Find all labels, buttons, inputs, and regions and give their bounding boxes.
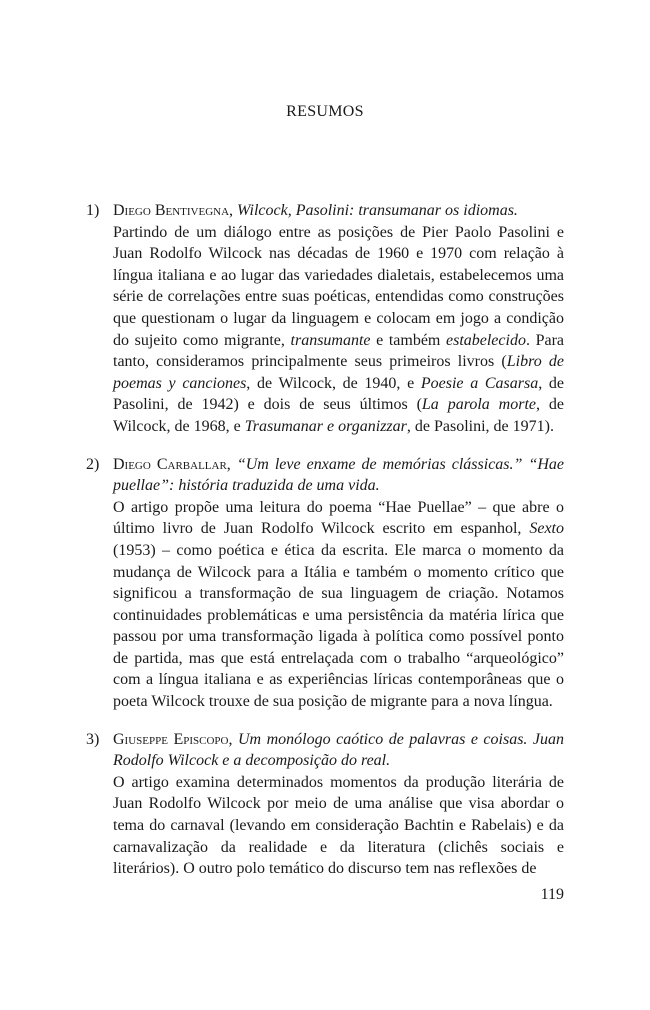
entry-number: 3): [86, 730, 100, 748]
page-title: RESUMOS: [286, 103, 364, 120]
abstract-entry: [86, 200, 564, 438]
page-number: 119: [540, 886, 564, 903]
entry-abstract: O artigo examina determinados momentos da produção literária de Juan Rodolfo Wilcock por meio de uma análise que visa abordar o tema do carnaval (levando em consideração Bachtin e Rabelais) e da carnavalização da realidade e da literatura (clichês sociais e literários). O outro polo temático do discurso tem nas reflexões de: [113, 773, 564, 878]
abstract-entry: [86, 729, 564, 880]
abstract-entry: [86, 454, 564, 713]
entry-abstract: Partindo de um diálogo entre as posições de Pier Paolo Pasolini e Juan Rodolfo Wilcock nas décadas de 1960 e 1970 com relação à língua italiana e ao lugar das variedades dialetais, estabelecemos uma série de correlações entre suas poéticas, entendidas como construções que questionam o lugar da linguagem e colocam em jogo a condição do sujeito como migrante, transumante e também estabelecido. Para tanto, consideramos principalmente seus primeiros livros (Libro de poemas y canciones, de Wilcock, de 1940, e Poesie a Casarsa, de Pasolini, de 1942) e dois de seus últimos (La parola morte, de Wilcock, de 1968, e Trasumanar e organizzar, de Pasolini, de 1971).: [113, 223, 565, 435]
entry-abstract: O artigo propõe uma leitura do poema “Hae Puellae” – que abre o último livro de Juan Rodolfo Wilcock escrito em espanhol, Sexto (1953) – como poética e ética da escrita. Ele marca o momento da mudança de Wilcock para a Itália e também o momento crítico que significou a transformação de sua linguagem de criação. Notamos continuidades problemáticas e uma persistência da matéria lírica que passou por uma transformação ligada à política como possível ponto de partida, mas que está entrelaçada com o trabalho “arqueológico” com a língua italiana e as experiências líricas contemporâneas que o poeta Wilcock trouxe de sua posição de migrante para a nova língua.: [113, 498, 564, 711]
entry-heading: Diego Bentivegna, Wilcock, Pasolini: transumanar os idiomas.: [113, 202, 518, 219]
entry-number: 2): [86, 455, 100, 473]
abstract-list: [86, 200, 564, 896]
entry-heading: Diego Carballar, “Um leve enxame de memórias clássicas.” “Hae puellae”: história traduzida de uma vida.: [113, 455, 564, 495]
entry-heading: Giuseppe Episcopo, Um monólogo caótico de palavras e coisas. Juan Rodolfo Wilcock e a decomposição do real.: [113, 730, 565, 770]
entry-number: 1): [86, 202, 100, 219]
